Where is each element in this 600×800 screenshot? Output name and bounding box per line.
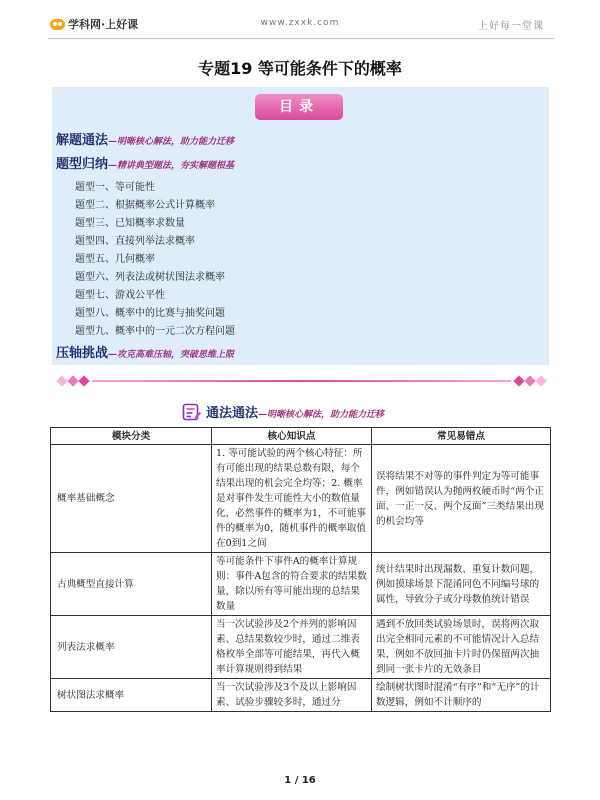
toc-section-types[interactable] [56, 153, 234, 172]
section-heading [182, 399, 384, 421]
section-heading-desc: —明晰核心解法，助力能力迁移 [258, 410, 385, 420]
toc-section-title: 解题通法 [56, 133, 109, 148]
toc-item[interactable]: 题型四、直接列举法求概率 [75, 236, 195, 247]
category-cell: 古典概型直接计算 [51, 553, 212, 616]
table-of-contents [52, 87, 549, 365]
header-divider [48, 38, 554, 39]
toc-section-desc: —明晰核心解法，助力能力迁移 [108, 137, 235, 147]
toc-section-methods[interactable] [56, 129, 234, 148]
knowledge-cell: 等可能条件下事件A的概率计算规则：事件A包含的符合要求的结果数量，除以所有等可能出现的总结果数量 [212, 553, 372, 616]
toc-section-desc: —攻克高难压轴，突破思维上限 [108, 350, 235, 360]
toc-item[interactable]: 题型三、已知概率求数量 [75, 218, 185, 229]
toc-section-title: 题型归纳 [56, 157, 109, 172]
table-header-row [51, 428, 551, 445]
toc-section-desc: —精讲典型题法，夯实解题根基 [108, 161, 235, 171]
category-cell: 概率基础概念 [51, 445, 212, 553]
toc-item[interactable]: 题型二、根据概率公式计算概率 [75, 200, 215, 211]
knowledge-cell: 当一次试验涉及2个并列的影响因素、总结果数较少时，通过二维表格枚举全部等可能结果，再代入概率计算规则得到结果 [212, 616, 372, 679]
toc-item[interactable]: 题型九、概率中的一元二次方程问题 [75, 326, 235, 337]
column-header: 常见易错点 [372, 428, 551, 445]
diamond-icon [535, 375, 546, 386]
section-heading-title: 通法通法 [206, 406, 259, 421]
divider-bar [92, 380, 511, 382]
decorative-divider [58, 374, 545, 388]
toc-item[interactable]: 题型六、列表法或树状图法求概率 [75, 272, 225, 283]
toc-item[interactable]: 题型五、几何概率 [75, 254, 155, 265]
toc-item[interactable]: 题型七、游戏公平性 [75, 290, 165, 301]
page-header [0, 0, 600, 44]
diamond-icon [513, 375, 524, 386]
table-row [51, 679, 551, 712]
diamond-icon [56, 375, 67, 386]
mistakes-cell: 遇到不放回类试验场景时，误将两次取出完全相同元素的不可能情况计入总结果，例如不放回抽卡片时仍保留两次抽到同一张卡片的无效条目 [372, 616, 551, 679]
toc-item[interactable]: 题型八、概率中的比赛与抽奖问题 [75, 308, 225, 319]
diamond-icon [524, 375, 535, 386]
mistakes-cell: 误将结果不对等的事件判定为等可能事件，例如错误认为抛两枚硬币时“两个正面、一正一反、两个反面”三类结果出现的机会均等 [372, 445, 551, 553]
notebook-icon [182, 403, 202, 421]
diamond-icon [67, 375, 78, 386]
methods-table [50, 427, 551, 712]
page-title: 专题19 等可能条件下的概率 [198, 59, 402, 78]
toc-item[interactable]: 题型一、等可能性 [75, 182, 155, 193]
column-header: 核心知识点 [212, 428, 372, 445]
column-header: 模块分类 [51, 428, 212, 445]
header-slogan: 上好每一堂课 [478, 21, 544, 32]
category-cell: 列表法求概率 [51, 616, 212, 679]
page-number: 1 / 16 [284, 775, 316, 786]
table-row [51, 553, 551, 616]
knowledge-cell: 当一次试验涉及3个及以上影响因素、试验步骤较多时，通过分 [212, 679, 372, 712]
toc-section-title: 压轴挑战 [56, 346, 109, 361]
toc-badge: 目录 [255, 94, 343, 120]
toc-section-challenge[interactable] [56, 342, 234, 361]
site-url: www.zxxk.com [260, 18, 340, 28]
category-cell: 树状图法求概率 [51, 679, 212, 712]
logo-text: 学科网·上好课 [68, 18, 139, 31]
toc-item-list [75, 179, 235, 341]
diamond-icon [78, 375, 89, 386]
mistakes-cell: 绘制树状图时混淆“有序”和“无序”的计数逻辑，例如不计顺序的 [372, 679, 551, 712]
table-row [51, 616, 551, 679]
table-row [51, 445, 551, 553]
mistakes-cell: 统计结果时出现漏数、重复计数问题，例如摸球场景下混淆同色不同编号球的属性，导致分子或分母数值统计错误 [372, 553, 551, 616]
knowledge-cell: 1. 等可能试验的两个核心特征：所有可能出现的结果总数有限，每个结果出现的机会完全均等；2. 概率是对事件发生可能性大小的数值量化，必然事件的概率为1，不可能事件的概率为0，随机事件的概率取值在0到1之间 [212, 445, 372, 553]
